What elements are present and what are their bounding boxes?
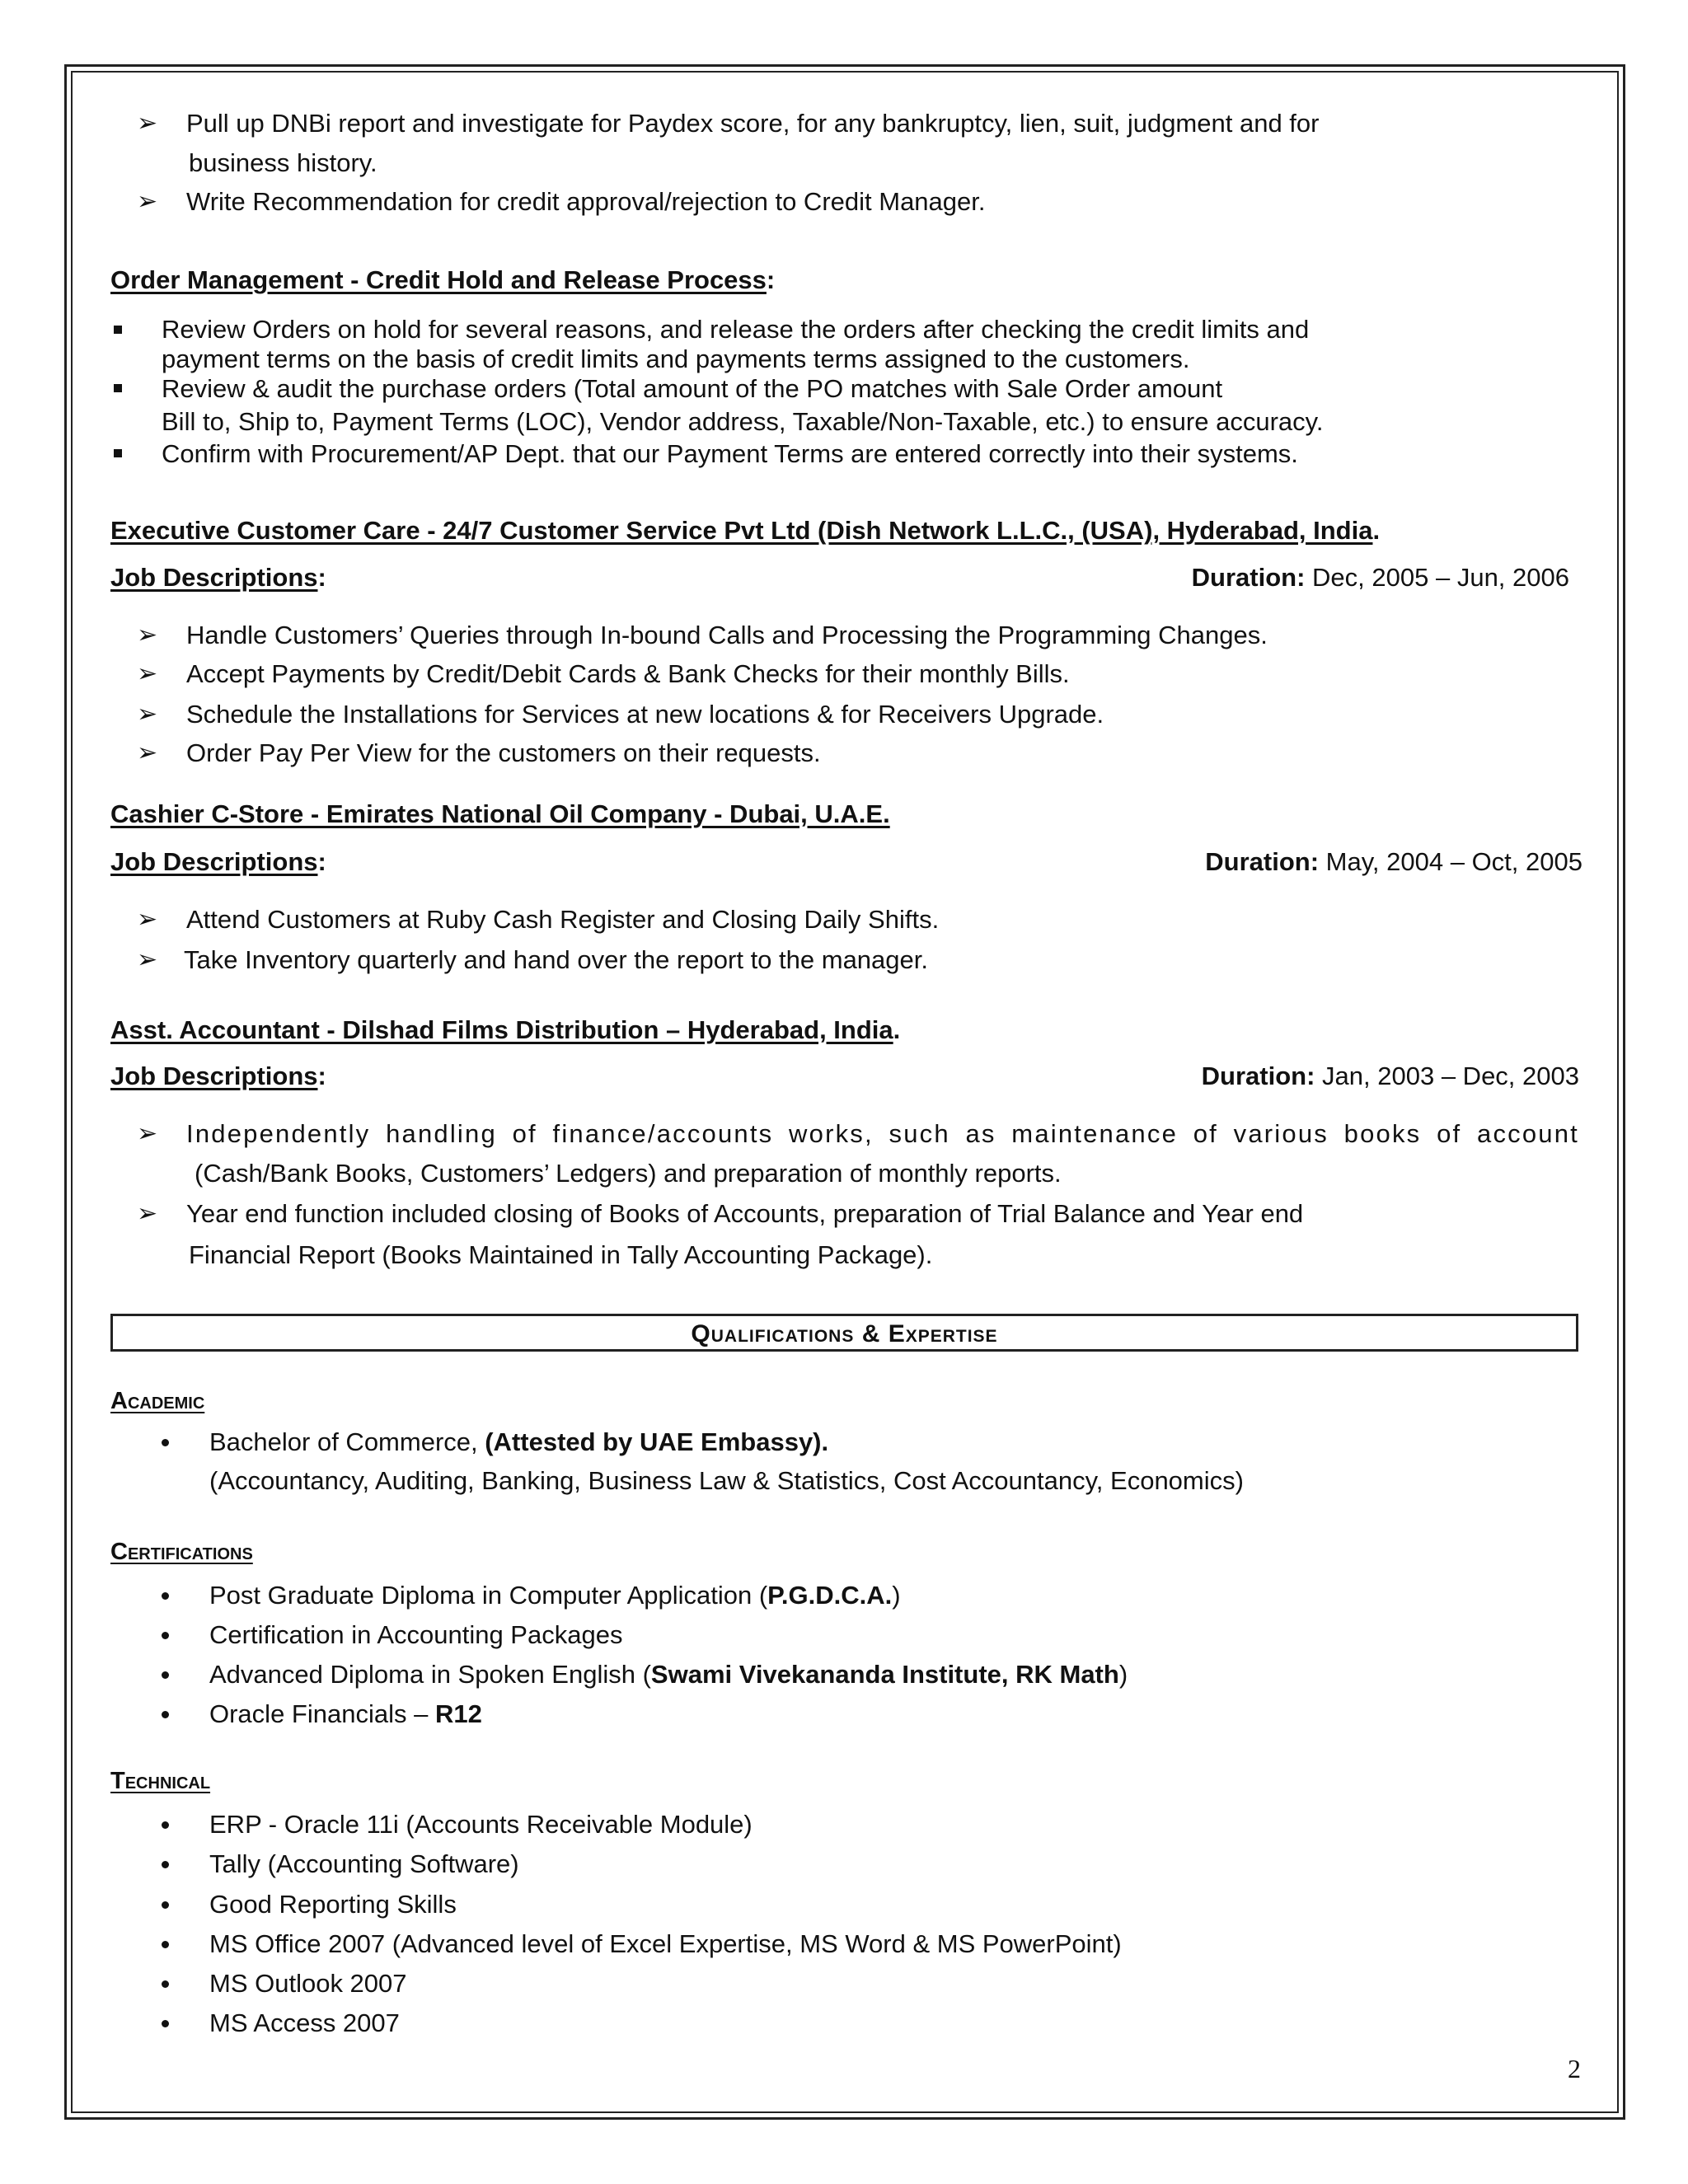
order-mgmt-line: payment terms on the basis of credit limits and payments terms assigned to the customers. [162, 344, 1190, 373]
round-bullet-icon [162, 1980, 169, 1988]
arrow-bullet-icon: ➢ [137, 1200, 158, 1227]
academic-heading: Academic [110, 1388, 205, 1414]
technical-heading: Technical [110, 1768, 211, 1794]
job-title: Executive Customer Care - 24/7 Customer Service Pvt Ltd (Dish Network L.L.C., (USA), Hyderabad, India. [110, 516, 1381, 545]
job-descriptions-label: Job Descriptions: [110, 1062, 326, 1090]
certification-item: Post Graduate Diploma in Computer Application (P.G.D.C.A.) [209, 1581, 901, 1610]
order-mgmt-line: Review Orders on hold for several reasons, and release the orders after checking the credit limits and [162, 315, 1310, 344]
section-heading-order-management: Order Management - Credit Hold and Release Process: [110, 265, 776, 294]
job-bullet: Attend Customers at Ruby Cash Register and Closing Daily Shifts. [186, 905, 940, 934]
job-descriptions-label: Job Descriptions: [110, 847, 326, 876]
job-bullet: Order Pay Per View for the customers on their requests. [186, 738, 821, 767]
academic-item: Bachelor of Commerce, (Attested by UAE Embassy). [209, 1427, 829, 1456]
arrow-bullet-icon: ➢ [137, 946, 158, 973]
job-bullet-continued: Financial Report (Books Maintained in Tally Accounting Package). [189, 1240, 933, 1269]
academic-item-detail: (Accountancy, Auditing, Banking, Business Law & Statistics, Cost Accountancy, Economics) [209, 1466, 1244, 1495]
order-mgmt-line: Review & audit the purchase orders (Total amount of the PO matches with Sale Order amount [162, 374, 1223, 403]
round-bullet-icon [162, 1941, 169, 1948]
round-bullet-icon [162, 1671, 169, 1679]
certification-item: Advanced Diploma in Spoken English (Swami Vivekananda Institute, RK Math) [209, 1660, 1128, 1689]
arrow-bullet-icon: ➢ [137, 739, 158, 766]
job-descriptions-label: Job Descriptions: [110, 563, 326, 592]
order-mgmt-line: Confirm with Procurement/AP Dept. that our Payment Terms are entered correctly into their systems. [162, 439, 1298, 468]
order-mgmt-line: Bill to, Ship to, Payment Terms (LOC), Vendor address, Taxable/Non-Taxable, etc.) to ensure accuracy. [162, 407, 1324, 436]
qualifications-header-box [110, 1314, 1578, 1352]
job-bullet: Accept Payments by Credit/Debit Cards & Bank Checks for their monthly Bills. [186, 659, 1070, 688]
job-bullet: Year end function included closing of Books of Accounts, preparation of Trial Balance and Year end [186, 1199, 1304, 1228]
technical-item: MS Office 2007 (Advanced level of Excel Expertise, MS Word & MS PowerPoint) [209, 1929, 1122, 1958]
technical-item: Tally (Accounting Software) [209, 1849, 519, 1878]
technical-item: Good Reporting Skills [209, 1890, 457, 1919]
arrow-bullet-icon: ➢ [137, 1120, 158, 1147]
certification-item: Certification in Accounting Packages [209, 1620, 623, 1649]
square-bullet-icon [114, 449, 122, 457]
job-duration: Duration: Jan, 2003 – Dec, 2003 [1201, 1062, 1579, 1090]
round-bullet-icon [162, 1901, 169, 1909]
square-bullet-icon [114, 384, 122, 392]
round-bullet-icon [162, 1861, 169, 1868]
job-bullet: Schedule the Installations for Services at new locations & for Receivers Upgrade. [186, 700, 1104, 729]
arrow-bullet-icon: ➢ [137, 906, 158, 933]
square-bullet-icon [114, 326, 122, 334]
job-duration: Duration: May, 2004 – Oct, 2005 [1205, 847, 1582, 876]
round-bullet-icon [162, 1821, 169, 1829]
job-bullet: Take Inventory quarterly and hand over the report to the manager. [184, 945, 928, 974]
round-bullet-icon [162, 2020, 169, 2027]
job-title: Asst. Accountant - Dilshad Films Distribution – Hyderabad, India. [110, 1015, 901, 1044]
round-bullet-icon [162, 1632, 169, 1639]
qualifications-title: Qualifications & Expertise [691, 1320, 998, 1347]
arrow-bullet-icon: ➢ [137, 110, 158, 137]
bullet-text-continued: business history. [189, 148, 377, 177]
job-title: Cashier C-Store - Emirates National Oil Company - Dubai, U.A.E. [110, 799, 890, 828]
bullet-text: Pull up DNBi report and investigate for Paydex score, for any bankruptcy, lien, suit, judgment and for [186, 109, 1320, 138]
job-bullet: Handle Customers’ Queries through In-bound Calls and Processing the Programming Changes. [186, 621, 1268, 649]
page-number: 2 [1568, 2054, 1581, 2083]
job-bullet-continued: (Cash/Bank Books, Customers’ Ledgers) and preparation of monthly reports. [195, 1159, 1062, 1188]
arrow-bullet-icon: ➢ [137, 621, 158, 649]
job-duration: Duration: Dec, 2005 – Jun, 2006 [1191, 563, 1569, 592]
arrow-bullet-icon: ➢ [137, 660, 158, 687]
technical-item: MS Access 2007 [209, 2008, 400, 2037]
certification-item: Oracle Financials – R12 [209, 1699, 482, 1728]
job-bullet: Independently handling of finance/accounts works, such as maintenance of various books of account [186, 1119, 1579, 1148]
round-bullet-icon [162, 1592, 169, 1600]
bullet-text: Write Recommendation for credit approval/rejection to Credit Manager. [186, 187, 986, 216]
arrow-bullet-icon: ➢ [137, 188, 158, 215]
technical-item: MS Outlook 2007 [209, 1969, 407, 1998]
arrow-bullet-icon: ➢ [137, 701, 158, 728]
certifications-heading: Certifications [110, 1539, 253, 1565]
round-bullet-icon [162, 1439, 169, 1446]
round-bullet-icon [162, 1711, 169, 1718]
technical-item: ERP - Oracle 11i (Accounts Receivable Module) [209, 1810, 753, 1839]
